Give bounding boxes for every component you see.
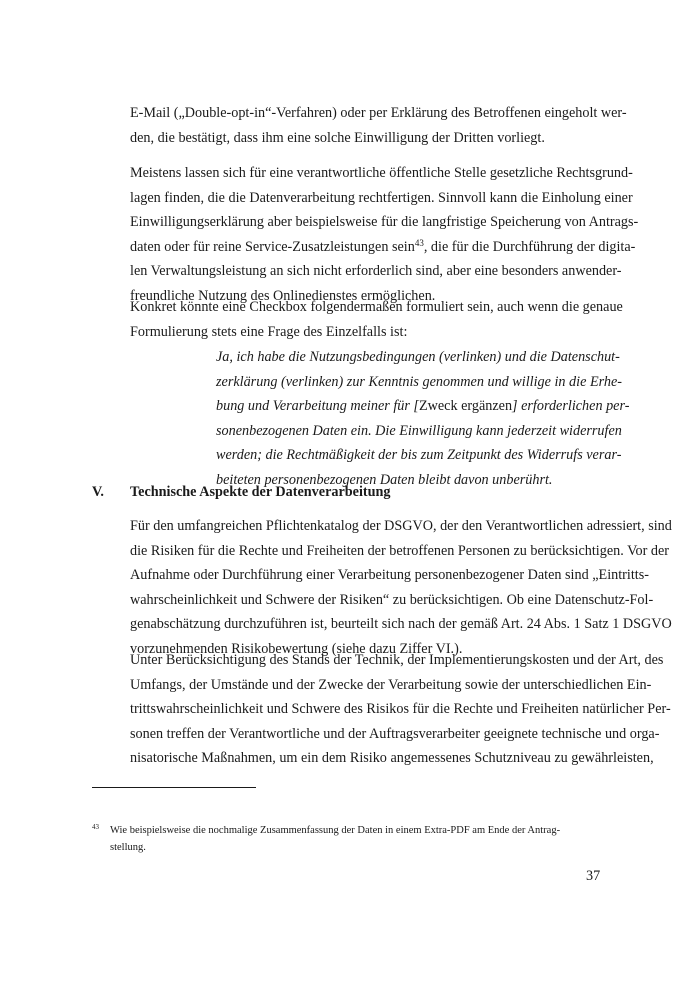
quote-line: werden; die Rechtmäßigkeit der bis zum Zeitpunkt des Widerrufs verar- — [216, 447, 622, 463]
text-line: sonen treffen der Verantwortliche und der Auftragsverarbeiter geeignete technische und orga- — [130, 725, 660, 742]
footnote-text: Wie beispielsweise die nochmalige Zusammenfassung der Daten in einem Extra-PDF am Ende der Antrag- — [110, 825, 561, 836]
footnote — [92, 822, 610, 856]
text-line: wahrscheinlichkeit und Schwere der Risiken“ zu berücksichtigen. Ob eine Datenschutz-Fol- — [130, 591, 654, 608]
text-line: Konkret könnte eine Checkbox folgendermaßen formuliert sein, auch wenn die genaue — [130, 299, 623, 315]
footnote-separator — [92, 787, 256, 788]
text-segment: ] erforderlichen per- — [512, 398, 630, 414]
text-line: Formulierung stets eine Frage des Einzelfalls ist: — [130, 323, 408, 340]
footnote-line: 43 Wie beispielsweise die nochmalige Zusammenfassung der Daten in einem Extra-PDF am Ende der Antrag- — [92, 823, 561, 836]
quote-line: beiteten personenbezogenen Daten bleibt davon unberührt. — [216, 471, 553, 488]
quote-line — [216, 394, 630, 419]
quote-line: zerklärung (verlinken) zur Kenntnis genommen und willige in die Erhe- — [216, 373, 622, 390]
section-heading — [92, 484, 391, 501]
footnote-line: stellung. — [110, 842, 146, 853]
text-line: vorzunehmenden Risikobewertung (siehe dazu Ziffer VI.). — [130, 640, 463, 657]
text-line — [130, 235, 636, 260]
paragraph-4 — [130, 514, 672, 661]
text-segment: daten oder für reine Service-Zusatzleistungen sein — [130, 238, 415, 255]
text-line: die Risiken für die Rechte und Freiheiten der betroffenen Personen zu berücksichtigen. Vor der — [130, 542, 669, 559]
quote-line: sonenbezogenen Daten ein. Die Einwilligung kann jederzeit widerrufen — [216, 422, 622, 439]
text-line: E-Mail („Double-opt-in“-Verfahren) oder per Erklärung des Betroffenen eingeholt wer- — [130, 105, 627, 121]
text-line: lagen finden, die die Datenverarbeitung rechtfertigen. Sinnvoll kann die Einholung einer — [130, 189, 633, 206]
paragraph-1 — [130, 101, 627, 150]
text-line: Unter Berücksichtigung des Stands der Technik, der Implementierungskosten und der Art, des — [130, 652, 664, 668]
section-title: Technische Aspekte der Datenverarbeitung — [130, 484, 391, 500]
footnote-reference[interactable]: 43 — [414, 237, 424, 248]
checkbox-example-quote — [216, 345, 630, 492]
text-segment: bung und Verarbeitung meiner für [ — [216, 398, 419, 414]
text-line: Umfangs, der Umstände und der Zwecke der Verarbeitung sowie der unterschiedlichen Ein- — [130, 676, 652, 693]
paragraph-3 — [130, 295, 623, 344]
text-line: Für den umfangreichen Pflichtenkatalog der DSGVO, der den Verantwortlichen adressiert, sind — [130, 518, 672, 534]
section-number: V. — [92, 484, 104, 500]
text-line: den, die bestätigt, dass ihm eine solche Einwilligung der Dritten vorliegt. — [130, 129, 545, 146]
paragraph-2 — [130, 161, 639, 308]
text-line: genabschätzung durchzuführen ist, beurteilt sich nach der gemäß Art. 24 Abs. 1 Satz 1 DSGVO — [130, 616, 672, 632]
text-segment: , die für die Durchführung der digita- — [423, 238, 636, 255]
page-number: 37 — [586, 868, 601, 884]
placeholder-text: Zweck ergänzen — [418, 398, 513, 414]
quote-line: Ja, ich habe die Nutzungsbedingungen (verlinken) und die Datenschut- — [216, 349, 620, 365]
text-line: trittswahrscheinlichkeit und Schwere des Risikos für die Rechte und Freiheiten natürlicher Per- — [130, 701, 671, 717]
text-line: Aufnahme oder Durchführung einer Verarbeitung personenbezogener Daten sind „Eintritts- — [130, 567, 649, 583]
text-line: len Verwaltungsleistung an sich nicht erforderlich sind, aber eine besonders anwender- — [130, 263, 622, 279]
text-line: Meistens lassen sich für eine verantwortliche öffentliche Stelle gesetzliche Rechtsgrund- — [130, 165, 633, 181]
paragraph-5 — [130, 648, 671, 771]
text-line: Einwilligungserklärung aber beispielsweise für die langfristige Speicherung von Antrags- — [130, 214, 639, 230]
text-line: nisatorische Maßnahmen, um ein dem Risiko angemessenes Schutzniveau zu gewährleisten, — [130, 750, 654, 766]
text-line: freundliche Nutzung des Onlinedienstes ermöglichen. — [130, 287, 436, 304]
